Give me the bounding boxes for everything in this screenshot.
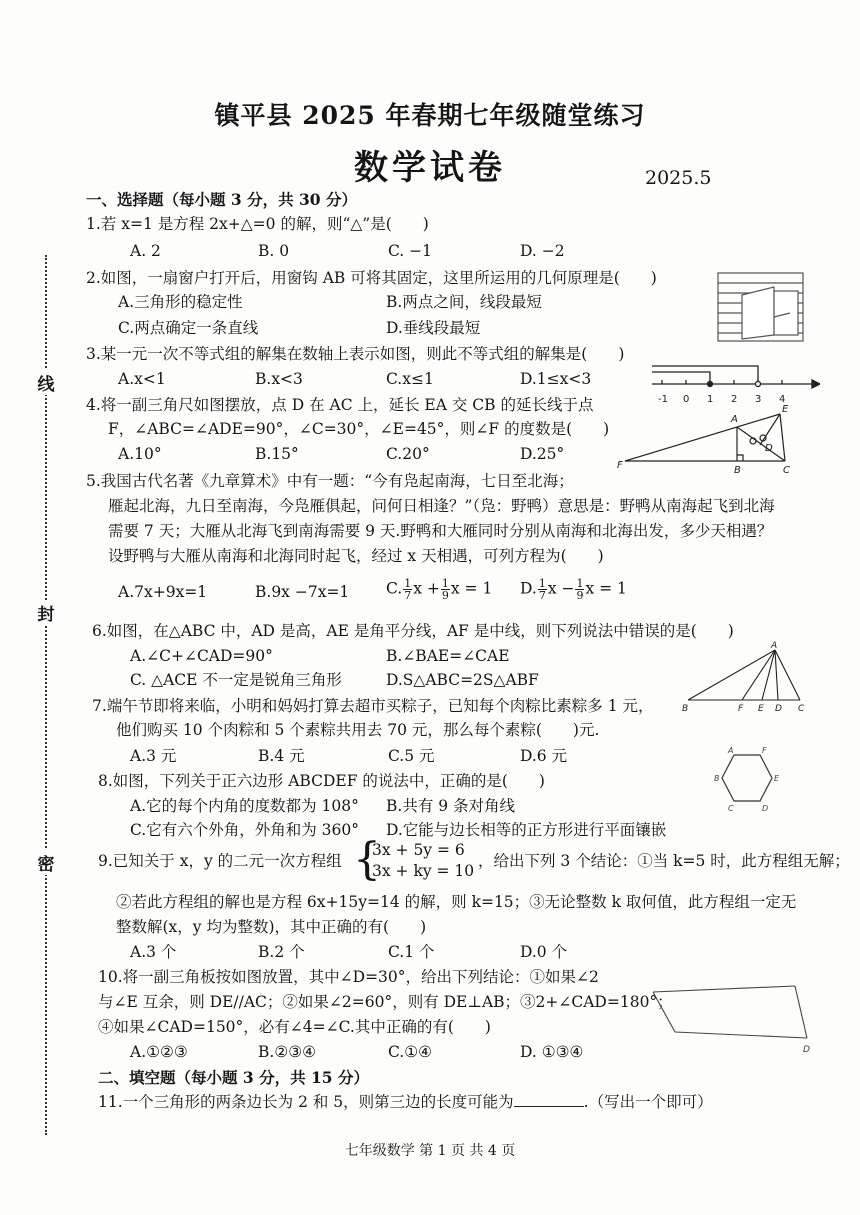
section2-heading: 二、填空题（每小题 3 分，共 15 分） [98, 1068, 369, 1087]
q10-option-a: A.①②③ [130, 1043, 188, 1061]
fig6-label-b: B [682, 704, 689, 712]
fig8-label-c: C [728, 804, 734, 813]
q5-option-a: A.7x+9x=1 [118, 583, 208, 601]
q7-option-d: D.6 元 [520, 747, 568, 765]
q8-option-d: D.它能与边长相等的正方形进行平面镶嵌 [386, 821, 667, 839]
q1-option-d: D. −2 [520, 242, 565, 260]
q10-option-d: D. ①③④ [520, 1043, 584, 1061]
q9-equation-1: 3x + 5y = 6 [372, 841, 465, 859]
binding-label-mid: 封 [36, 600, 56, 625]
q3-option-c: C.x≤1 [386, 370, 434, 388]
q9-stem-line3: 整数解(x，y 均为整数)，其中正确的有( ) [116, 918, 427, 936]
exam-date: 2025.5 [645, 167, 712, 189]
q9-stem-line2: ②若此方程组的解也是方程 6x+15y=14 的解，则 k=15；③无论整数 k 取何值，此方程组一定无 [116, 893, 797, 911]
numline-tick-3: 2 [731, 394, 738, 405]
q8-option-b: B.共有 9 条对角线 [386, 797, 516, 815]
q10-stem-line2: 与∠E 互余，则 DE//AC；②如果∠2=60°，则有 DE⊥AB；③2+∠CAD=180°； [98, 993, 673, 1011]
binding-label-bottom: 密 [36, 850, 56, 875]
q10-option-b: B.②③④ [258, 1043, 317, 1061]
q4-option-d: D.25° [520, 445, 565, 463]
q9-option-c: C.1 个 [388, 943, 435, 961]
q7-option-c: C.5 元 [388, 747, 435, 765]
numline-tick-4: 3 [755, 394, 762, 405]
fig4-label-b: B [734, 465, 741, 476]
triangle-ruler-figure [615, 400, 815, 478]
q6-option-b: B.∠BAE=∠CAE [386, 647, 510, 665]
q6-option-a: A.∠C+∠CAD=90° [130, 647, 273, 665]
triangle-boards-figure [645, 980, 820, 1058]
q3-option-a: A.x<1 [118, 370, 166, 388]
q2-option-d: D.垂线段最短 [386, 319, 481, 337]
q1-option-b: B. 0 [258, 242, 290, 260]
fig6-label-f: F [738, 704, 744, 712]
q9-brace: { [353, 834, 381, 885]
q3-stem: 3.某一元一次不等式组的解集在数轴上表示如图，则此不等式组的解集是( ) [86, 345, 625, 363]
q9-stem-suffix: ，给出下列 3 个结论：①当 k=5 时，此方程组无解； [478, 852, 850, 870]
fig8-label-e: E [774, 774, 780, 783]
q5-option-d: D. $\frac{1}{7}$ x − $\frac{1}{9}$ x = 1 [520, 577, 627, 602]
fig4-label-c: C [783, 465, 790, 476]
fig8-label-f: F [762, 746, 767, 755]
fig4-label-f: F [617, 460, 623, 471]
triangle-abc-figure [680, 640, 810, 712]
q11-answer-blank[interactable] [514, 1092, 584, 1107]
q9-option-b: B.2 个 [258, 943, 305, 961]
q2-option-a: A.三角形的稳定性 [118, 293, 243, 311]
q9-option-d: D.0 个 [520, 943, 568, 961]
numline-tick-0: -1 [658, 394, 668, 405]
q9-stem-prefix: 9.已知关于 x，y 的二元一次方程组 [98, 852, 342, 870]
q5-option-b: B.9x −7x=1 [255, 583, 350, 601]
fig4-label-e: E [782, 404, 789, 415]
q2-option-b: B.两点之间，线段最短 [386, 293, 542, 311]
numline-tick-5: 4 [779, 394, 786, 405]
q10-option-c: C.①④ [388, 1043, 433, 1061]
q11-stem: 11.一个三角形的两条边长为 2 和 5，则第三边的长度可能为 .（写出一个即可） [98, 1093, 713, 1111]
q8-option-a: A.它的每个内角的度数都为 108° [130, 797, 359, 815]
q6-stem: 6.如图，在△ABC 中，AD 是高，AE 是角平分线，AF 是中线，则下列说法中错误的是( ) [92, 622, 734, 640]
q7-stem-line1: 7.端午节即将来临，小明和妈妈打算去超市买粽子，已知每个肉粽比素粽多 1 元， [92, 697, 654, 715]
q9-equation-2: 3x + ky = 10 [372, 862, 475, 880]
hexagon-figure [712, 745, 782, 815]
q5-stem-line3: 需要 7 天；大雁从北海飞到南海需要 9 天.野鸭和大雁同时分别从南海和北海出发，多少天相遇？ [108, 522, 773, 540]
q6-option-d: D.S△ABC=2S△ABF [386, 671, 539, 689]
numline-tick-1: 0 [683, 394, 690, 405]
fig8-label-d: D [762, 804, 769, 813]
q6-option-c: C. △ACE 不一定是锐角三角形 [130, 671, 342, 689]
q8-stem: 8.如图，下列关于正六边形 ABCDEF 的说法中，正确的是( ) [98, 772, 545, 790]
fig6-label-d: D [775, 704, 782, 712]
exam-subject-title: 数学试卷 [354, 148, 506, 188]
page-footer: 七年级数学 第 1 页 共 4 页 [344, 1143, 516, 1159]
q1-option-c: C. −1 [388, 242, 433, 260]
q9-option-a: A.3 个 [130, 943, 177, 961]
fig8-label-a: A [728, 746, 734, 755]
q4-option-c: C.20° [386, 445, 430, 463]
q4-stem-line1: 4.将一副三角尺如图摆放，点 D 在 AC 上，延长 EA 交 CB 的延长线于点 [86, 396, 594, 414]
binding-label-top: 线 [36, 370, 56, 395]
fig4-label-d: D [765, 443, 773, 454]
fig6-label-a: A [771, 641, 778, 651]
q5-stem-line1: 5.我国古代名著《九章算术》中有一题：“今有凫起南海，七日至北海； [86, 472, 574, 490]
q7-option-a: A.3 元 [130, 747, 177, 765]
q5-stem-line4: 设野鸭与大雁从南海和北海同时起飞，经过 x 天相遇，可列方程为( ) [108, 547, 604, 565]
q5-option-c: C. $\frac{1}{7}$ x + $\frac{1}{9}$ x = 1 [386, 577, 493, 602]
fig8-label-b: B [714, 774, 720, 783]
q7-stem-line2: 他们购买 10 个肉粽和 5 个素粽共用去 70 元，那么每个素粽( )元. [116, 721, 600, 739]
q5-stem-line2: 雁起北海，九日至南海，今凫雁俱起，问何日相逢？”（凫：野鸭）意思是：野鸭从南海起飞到北海 [108, 497, 775, 515]
q3-option-d: D.1≤x<3 [520, 370, 592, 388]
exam-title: 镇平县 2025 年春期七年级随堂练习 [214, 101, 646, 130]
q4-stem-line2: F，∠ABC=∠ADE=90°，∠C=30°，∠E=45°，则∠F 的度数是( ) [108, 420, 610, 438]
q1-option-a: A. 2 [130, 242, 161, 260]
q2-option-c: C.两点确定一条直线 [118, 319, 259, 337]
q2-stem: 2.如图，一扇窗户打开后，用窗钩 AB 可将其固定，这里所运用的几何原理是( ) [86, 269, 657, 287]
q10-stem-line1: 10.将一副三角板按如图放置，其中∠D=30°，给出下列结论：①如果∠2 [98, 968, 599, 986]
q3-option-b: B.x<3 [255, 370, 303, 388]
q8-option-c: C.它有六个外角，外角和为 360° [130, 821, 359, 839]
fig4-label-a: A [731, 414, 738, 425]
window-figure [712, 265, 812, 345]
q7-option-b: B.4 元 [258, 747, 305, 765]
q4-option-b: B.15° [255, 445, 299, 463]
q1-stem: 1.若 x=1 是方程 2x+△=0 的解，则“△”是( ) [86, 215, 429, 233]
fig6-label-c: C [798, 704, 805, 712]
section1-heading: 一、选择题（每小题 3 分，共 30 分） [86, 190, 357, 209]
q10-stem-line3: ④如果∠CAD=150°，必有∠4=∠C.其中正确的有( ) [98, 1018, 491, 1036]
fig6-label-e: E [758, 704, 764, 712]
q4-option-a: A.10° [118, 445, 162, 463]
fig10-label-d: D [803, 1045, 810, 1055]
binding-line [28, 255, 68, 1135]
numline-tick-2: 1 [707, 394, 714, 405]
